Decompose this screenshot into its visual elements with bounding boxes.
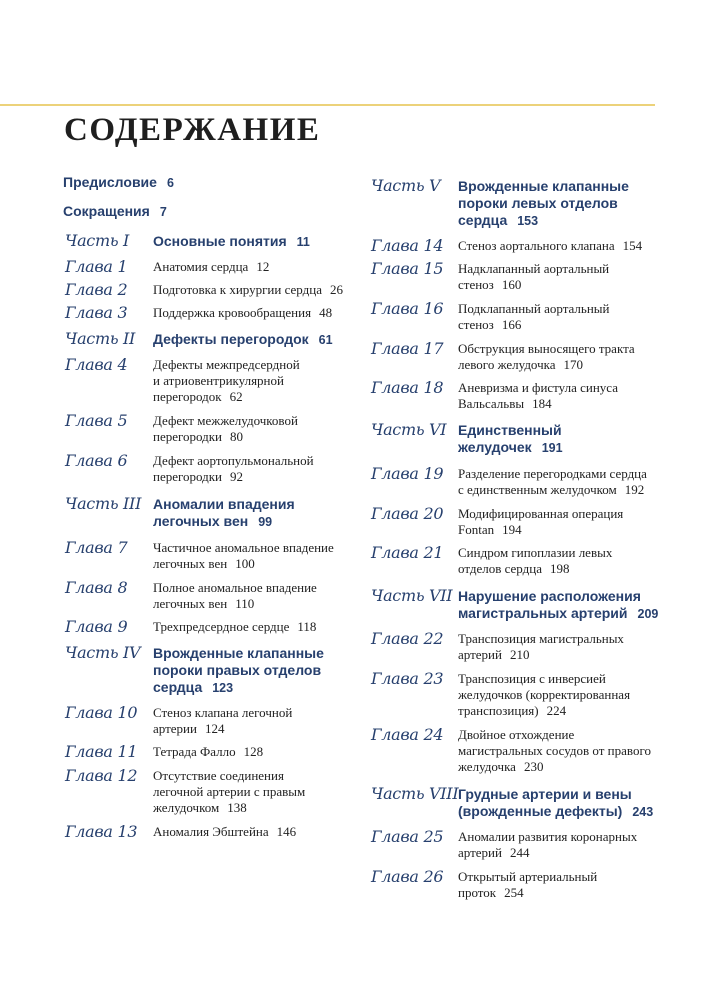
entry-line: Подклапанный аортальный <box>458 301 610 316</box>
page-number: 230 <box>523 759 544 774</box>
toc-chapter-entry[interactable] <box>458 545 612 577</box>
entry-line <box>458 703 630 719</box>
chapter-label-глава-14: Глава 14 <box>371 236 444 255</box>
entry-line-text: артерии <box>153 721 197 736</box>
entry-line-text: желудочек <box>458 439 532 455</box>
toc-chapter-entry[interactable] <box>458 301 610 333</box>
entry-line: Аномалии впадения <box>153 496 295 512</box>
entry-line-text: Основные понятия <box>153 233 287 249</box>
part-label-часть-ii: Часть II <box>65 329 136 348</box>
part-label-часть-v: Часть V <box>371 176 441 195</box>
toc-chapter-entry[interactable] <box>458 341 635 373</box>
entry-line-text: желудочком <box>153 800 220 815</box>
toc-part-entry[interactable] <box>458 786 653 821</box>
part-label-часть-vii: Часть VII <box>371 586 453 605</box>
chapter-label-глава-16: Глава 16 <box>371 299 444 318</box>
chapter-label-глава-18: Глава 18 <box>371 378 444 397</box>
chapter-label-глава-26: Глава 26 <box>371 867 444 886</box>
entry-title: Сокращения <box>63 203 150 219</box>
entry-line-text: легочных вен <box>153 513 249 529</box>
entry-line-text: Тетрада Фалло <box>153 744 236 759</box>
entry-line <box>458 605 658 623</box>
page-number: 26 <box>329 282 343 297</box>
entry-line: Полное аномальное впадение <box>153 580 317 595</box>
page-number: 62 <box>229 389 243 404</box>
page-number: 6 <box>166 176 174 190</box>
chapter-label-глава-22: Глава 22 <box>371 629 444 648</box>
toc-part-entry[interactable] <box>458 178 629 230</box>
page-number: 192 <box>624 482 645 497</box>
entry-line: Нарушение расположения <box>458 588 641 604</box>
part-label-часть-vi: Часть VI <box>371 420 447 439</box>
page-number: 80 <box>230 429 244 444</box>
entry-line: Открытый артериальный <box>458 869 598 884</box>
toc-chapter-entry[interactable] <box>458 829 637 861</box>
page-number: 254 <box>504 885 524 900</box>
entry-line <box>458 212 629 230</box>
page-number: 198 <box>549 561 570 576</box>
toc-part-entry[interactable] <box>458 422 563 457</box>
page-number: 92 <box>230 469 244 484</box>
entry-line: Модифицированная операция <box>458 506 624 521</box>
page-number: 99 <box>258 515 273 529</box>
entry-line-text: Поддержка кровообращения <box>153 305 312 320</box>
entry-line <box>458 885 597 901</box>
entry-line-text: сердца <box>458 212 508 228</box>
toc-chapter-entry[interactable] <box>458 869 597 901</box>
page-number: 194 <box>502 522 522 537</box>
page-number: 61 <box>318 333 333 347</box>
page-number: 12 <box>256 259 270 274</box>
chapter-label-глава-24: Глава 24 <box>371 725 444 744</box>
chapter-label-глава-15: Глава 15 <box>371 259 444 278</box>
entry-line-text: перегородки <box>153 469 223 484</box>
page-number: 243 <box>632 805 654 819</box>
page-number: 191 <box>541 441 563 455</box>
page-number: 160 <box>501 277 522 292</box>
chapter-label-глава-5: Глава 5 <box>65 411 128 430</box>
toc-chapter-entry[interactable] <box>458 727 651 775</box>
entry-line: Разделение перегородками сердца <box>458 466 647 481</box>
chapter-label-глава-23: Глава 23 <box>371 669 444 688</box>
toc-chapter-entry[interactable] <box>458 631 624 663</box>
entry-line: пороки правых отделов <box>153 662 322 678</box>
entry-line-text: проток <box>458 885 497 900</box>
page-number: 128 <box>243 744 264 759</box>
entry-line-text: Fontan <box>458 522 495 537</box>
entry-line: Врожденные клапанные <box>153 645 324 661</box>
toc-chapter-entry[interactable] <box>458 380 618 412</box>
chapter-label-глава-25: Глава 25 <box>371 827 444 846</box>
entry-line: пороки левых отделов <box>458 195 618 211</box>
entry-line <box>458 396 618 412</box>
page-number: 146 <box>276 824 297 839</box>
page-number: 184 <box>532 396 552 411</box>
toc-chapter-entry[interactable] <box>458 466 647 498</box>
chapter-label-глава-13: Глава 13 <box>65 822 138 841</box>
entry-line: Единственный <box>458 422 562 438</box>
chapter-label-глава-9: Глава 9 <box>65 617 128 636</box>
page-number: 124 <box>204 721 225 736</box>
page-number: 209 <box>637 607 659 621</box>
entry-line <box>458 803 653 821</box>
chapter-label-глава-11: Глава 11 <box>65 742 138 761</box>
chapter-label-глава-7: Глава 7 <box>65 538 128 557</box>
entry-line-text: артерий <box>458 647 502 662</box>
entry-line <box>458 439 563 457</box>
entry-line-text: магистральных артерий <box>458 605 628 621</box>
chapter-label-глава-19: Глава 19 <box>371 464 444 483</box>
chapter-label-глава-6: Глава 6 <box>65 451 128 470</box>
page-number: 210 <box>509 647 530 662</box>
entry-line: Отсутствие соединения <box>153 768 284 783</box>
entry-line: легочной артерии с правым <box>153 784 306 799</box>
entry-line-text: легочных вен <box>153 556 228 571</box>
entry-line-text: сердца <box>153 679 203 695</box>
chapter-label-глава-2: Глава 2 <box>65 280 128 299</box>
entry-line-text: легочных вен <box>153 596 228 611</box>
page-number: 153 <box>517 214 539 228</box>
entry-line: Дефект межжелудочковой <box>153 413 298 428</box>
toc-chapter-entry[interactable] <box>458 506 623 538</box>
page-title: СОДЕРЖАНИЕ <box>64 112 321 148</box>
entry-line <box>458 845 637 861</box>
entry-line-text: Дефекты перегородок <box>153 331 309 347</box>
page-number: 7 <box>159 205 167 219</box>
toc-chapter-entry[interactable] <box>458 671 630 719</box>
entry-line: желудочков (корректированная <box>458 687 631 702</box>
entry-line: Синдром гипоплазии левых <box>458 545 613 560</box>
entry-line-text: Подготовка к хирургии сердца <box>153 282 322 297</box>
entry-line: Дефект аортопульмональной <box>153 453 314 468</box>
entry-line-text: перегородки <box>153 429 223 444</box>
entry-line: Двойное отхождение <box>458 727 575 742</box>
chapter-label-глава-12: Глава 12 <box>65 766 138 785</box>
entry-line: Надклапанный аортальный <box>458 261 610 276</box>
entry-line: Дефекты межпредсердной <box>153 357 300 372</box>
entry-line-text: желудочка <box>458 759 516 774</box>
chapter-label-глава-21: Глава 21 <box>371 543 444 562</box>
toc-part-entry[interactable] <box>458 588 658 623</box>
entry-line <box>458 522 623 538</box>
entry-line-text: Аномалия Эбштейна <box>153 824 269 839</box>
entry-line-text: артерий <box>458 845 502 860</box>
entry-line: Грудные артерии и вены <box>458 786 632 802</box>
entry-line-text: Вальсальвы <box>458 396 525 411</box>
page-number: 118 <box>297 619 317 634</box>
toc-chapter-entry[interactable] <box>458 238 642 254</box>
part-label-часть-iv: Часть IV <box>65 643 141 662</box>
entry-line-text: отделов сердца <box>458 561 542 576</box>
entry-line <box>458 482 647 498</box>
entry-line: Обструкция выносящего тракта <box>458 341 635 356</box>
entry-line: Транспозиция магистральных <box>458 631 624 646</box>
entry-title: Предисловие <box>63 174 157 190</box>
entry-line-text: (врожденные дефекты) <box>458 803 623 819</box>
entry-line <box>458 277 609 293</box>
page-number: 244 <box>509 845 530 860</box>
toc-chapter-entry[interactable] <box>458 261 609 293</box>
entry-line-text: стеноз <box>458 277 494 292</box>
entry-line <box>458 647 624 663</box>
page-number: 100 <box>235 556 255 571</box>
entry-line <box>458 317 610 333</box>
entry-line: Аномалии развития коронарных <box>458 829 638 844</box>
chapter-label-глава-17: Глава 17 <box>371 339 444 358</box>
entry-line: магистральных сосудов от правого <box>458 743 651 758</box>
chapter-label-глава-3: Глава 3 <box>65 303 128 322</box>
chapter-label-глава-10: Глава 10 <box>65 703 138 722</box>
page-number: 11 <box>296 235 310 249</box>
entry-line <box>458 561 612 577</box>
page-number: 48 <box>319 305 333 320</box>
page-number: 110 <box>235 596 255 611</box>
entry-line-text: Стеноз аортального клапана <box>458 238 615 253</box>
chapter-label-глава-1: Глава 1 <box>65 257 128 276</box>
page-number: 170 <box>563 357 584 372</box>
entry-line: Врожденные клапанные <box>458 178 629 194</box>
entry-line-text: перегородок <box>153 389 222 404</box>
entry-line: Частичное аномальное впадение <box>153 540 334 555</box>
entry-line <box>458 759 651 775</box>
part-label-часть-viii: Часть VIII <box>371 784 459 803</box>
page-number: 154 <box>622 238 643 253</box>
entry-line-text: левого желудочка <box>458 357 556 372</box>
page-number: 166 <box>501 317 522 332</box>
entry-line-text: стеноз <box>458 317 494 332</box>
page-number: 123 <box>212 681 234 695</box>
chapter-label-глава-20: Глава 20 <box>371 504 444 523</box>
entry-line-text: Трехпредсердное сердце <box>153 619 290 634</box>
page-number: 138 <box>227 800 247 815</box>
entry-line-text: с единственным желудочком <box>458 482 617 497</box>
entry-line <box>458 238 642 254</box>
entry-line: и атриовентрикулярной <box>153 373 284 388</box>
entry-line: Аневризма и фистула синуса <box>458 380 619 395</box>
entry-line <box>458 357 635 373</box>
page-number: 224 <box>546 703 567 718</box>
entry-line: Транспозиция с инверсией <box>458 671 606 686</box>
chapter-label-глава-8: Глава 8 <box>65 578 128 597</box>
part-label-часть-i: Часть I <box>65 231 130 250</box>
entry-line-text: Анатомия сердца <box>153 259 249 274</box>
part-label-часть-iii: Часть III <box>65 494 142 513</box>
chapter-label-глава-4: Глава 4 <box>65 355 128 374</box>
entry-line-text: транспозиция) <box>458 703 539 718</box>
entry-line: Стеноз клапана легочной <box>153 705 293 720</box>
